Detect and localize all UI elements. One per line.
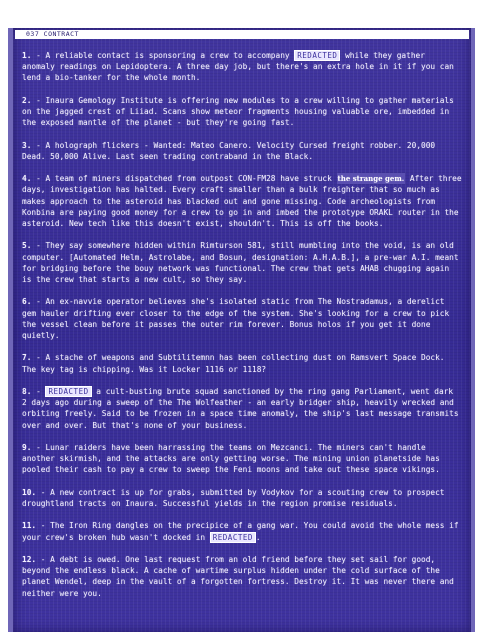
- contract-item-text: - Inaura Gemology Institute is offering new modules to a crew willing to gather materials on the jagged crest of Liiad. Scans show meteor fragments housing valuable ore, imbedded in the exposed mantle of the planet - but they're going fast.: [22, 95, 454, 128]
- contract-item-text: -: [36, 386, 46, 396]
- redaction-box: REDACTED: [45, 386, 91, 397]
- contract-item-text: - A holograph flickers - Wanted: Mateo Canero. Velocity Cursed freight robber. 20,000 Dead. 50,000 Alive. Last seen trading contraband in the Black.: [22, 140, 436, 161]
- contract-item: [22, 442, 462, 476]
- contract-item-number: 7.: [22, 353, 32, 363]
- contract-item-text: - A team of miners dispatched from outpost CON-FM28 have struck: [36, 174, 337, 184]
- contract-item-text: - An ex-navvie operator believes she's isolated static from The Nostradamus, a derelict gem hauler drifting ever closer to the edge of the system. She's looking for a crew to pick the vessel clean before it passes the outer rim forever. Bonus holos if you get it done quietly.: [22, 297, 450, 340]
- contract-item: [22, 240, 462, 285]
- contract-item-text: a cult-busting brute squad sanctioned by the ring gang Parliament, went dark 2 days ago during a sweep of the The Wolfeather - an early bridger ship, heavily wrecked and orbiting freely. Said to be frozen in a space time anomaly, the ship's last message transmits over and over. But that's none of your business.: [22, 386, 459, 430]
- contract-item: [22, 487, 462, 509]
- contract-item-text: - Lunar raiders have been harrassing the teams on Mezcanci. The miners can't handle another skirmish, and the attacks are only getting worse. The mining union planetside has pooled their cash to pay a crew to sweep the Feni moons and take out these space vikings.: [22, 442, 440, 475]
- contract-item: [22, 386, 462, 431]
- contract-list: [22, 50, 462, 610]
- header-title: 037 CONTRACT: [26, 30, 79, 38]
- contract-item-text: After three days, investigation has halted. Every craft smaller than a bulk freighter that so much as makes approach to the asteroid has blacked out and gone missing. Code archeologists from Konbina are paying good money for a crew to go in and imbed the prototype ORAKL router in the asteroid. New tech like this doesn't exist, shouldn't. This is off the books.: [22, 174, 462, 228]
- contract-item-number: 3.: [22, 140, 32, 150]
- contract-item-text: - A reliable contact is sponsoring a crew to accompany: [36, 51, 295, 60]
- contract-item-number: 11.: [22, 521, 37, 531]
- contract-item-text: while they gather anomaly readings on Lepidoptera. A three day job, but there's an extra hole in it if you can lend a bio-tanker for the whole month.: [22, 51, 454, 83]
- contract-item: [22, 140, 462, 162]
- overwritten-text: the strange gem.: [337, 174, 405, 184]
- contract-item-number: 12.: [22, 554, 37, 564]
- contract-item-number: 8.: [22, 386, 32, 396]
- contract-item: [22, 173, 462, 229]
- contract-item-number: 5.: [22, 241, 32, 251]
- contract-item: [22, 352, 462, 374]
- contract-item: [22, 95, 462, 129]
- contract-item-number: 2.: [22, 95, 32, 105]
- contract-item-number: 1.: [22, 51, 32, 60]
- redaction-box: REDACTED: [210, 532, 256, 543]
- contract-item-number: 9.: [22, 442, 32, 452]
- contract-item-text: - A stache of weapons and Subtilitemnn has been collecting dust on Ramsvert Space Dock. The key tag is chipping. Was it Locker 1116 or 1118?: [22, 353, 445, 374]
- contract-item-number: 6.: [22, 297, 32, 307]
- contract-item: [22, 296, 462, 341]
- contract-item-text: - A debt is owed. One last request from an old friend before they set sail for good, beyond the endless black. A cache of wartime surplus hidden under the cold surface of the planet Wendel, deep in the vault of a forgotten fortress. Destroy it. It was never there and neither were you.: [22, 554, 454, 598]
- contract-item: [22, 554, 462, 599]
- contract-item: [22, 50, 462, 84]
- contract-item-text: - They say somewhere hidden within Rimturson 581, still mumbling into the void, is an old computer. [Automated Helm, Astrolabe, and Bosun, designation: A.H.A.B.], a pre-war A.I. meant for bridging before the bouy network was functional. The crew that gets AHAB chugging again is the crew that starts a new cult, so they say.: [22, 241, 459, 284]
- redaction-box: REDACTED: [294, 50, 340, 61]
- contract-item-text: - A new contract is up for grabs, submitted by Vodykov for a scouting crew to prospect droughtland tracts on Inaura. Successful yields in the region promise residuals.: [22, 487, 445, 508]
- contract-item-number: 4.: [22, 174, 32, 184]
- header-bar: [15, 30, 469, 39]
- contract-item-text: .: [255, 532, 261, 542]
- contract-item: [22, 520, 462, 542]
- contract-item-number: 10.: [22, 487, 37, 497]
- contract-item-text: - The Iron Ring dangles on the precipice of a gang war. You could avoid the whole mess if your crew's broken hub wasn't docked in: [22, 521, 459, 542]
